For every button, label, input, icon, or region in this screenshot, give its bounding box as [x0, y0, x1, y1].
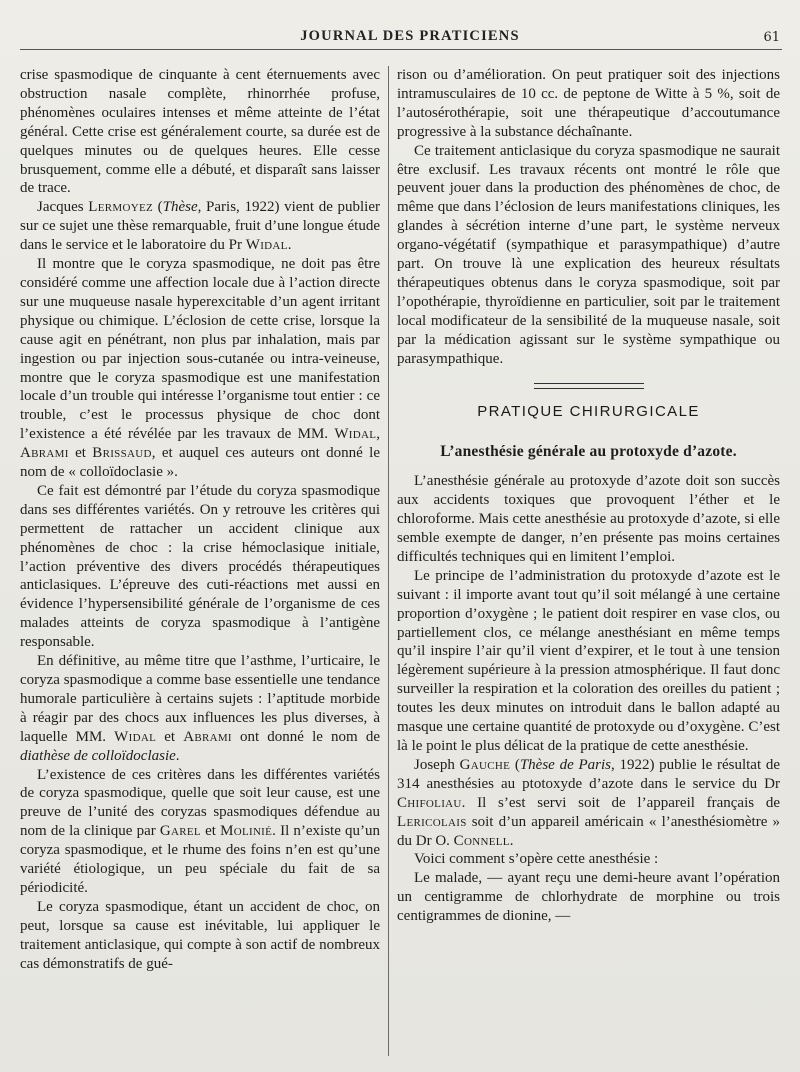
- paragraph: Joseph Gauche (Thèse de Paris, 1922) publie le résultat de 314 anesthésies au ptotoxyde d’azote dans le service du Dr Chifoliau. Il s’est servi soit de l’appareil français de Lericolais soit d’un appareil américain « l’anesthésiomètre » du Dr O. Connell.: [397, 756, 780, 849]
- author-name: Widal: [334, 426, 377, 443]
- running-header: [20, 26, 800, 48]
- paragraph: L’existence de ces critères dans les différentes variétés de coryza spasmodique, quelle que soit leur cause, est une preuve de l’unité des coryzas spasmodiques défendue au nom de la clinique par Garel et Molinié. Il n’existe qu’un coryza spasmodique, et le rhume des foins n’en est qu’une variété étiologique, un peu spéciale du fait de sa périodicité.: [20, 766, 381, 896]
- section-separator: [534, 383, 644, 389]
- paragraph: Il montre que le coryza spasmodique, ne doit pas être considéré comme une affection locale due à l’action directe sur une muqueuse nasale hyperexcitable d’un agent irritant physique ou chimique. L’éclosion de cette crise, lorsque la cause agit en pénétrant, non plus par inhalation, mais par ingestion ou par injection sous-cutanée ou intra-veineuse, montre que le coryza spasmodique est une manifestation locale d’un trouble qui intéresse l’organisme tout entier : ce trouble, c’est le processus physique de choc dont l’existence a été révélée par les travaux de MM. Widal, Abrami et Brissaud, et auquel ces auteurs ont donné le nom de « colloïdoclasie ».: [20, 256, 380, 481]
- article-title: L’anesthésie générale au protoxyde d’azote.: [440, 443, 737, 461]
- header-rule: [20, 49, 782, 50]
- left-column: [20, 66, 380, 974]
- paragraph: Voici comment s’opère cette anesthésie :: [414, 851, 659, 868]
- citation-italic: Thèse: [162, 199, 198, 216]
- right-column: [397, 66, 780, 926]
- paragraph: Jacques Lermoyez (Thèse, Paris, 1922) vient de publier sur ce sujet une thèse remarquable, fruit d’une longue étude dans le service et le laboratoire du Pr Widal.: [20, 199, 380, 254]
- author-name: Widal: [245, 237, 288, 254]
- author-name: Lermoyez: [88, 199, 154, 216]
- page-number: 61: [763, 30, 780, 45]
- author-name: Abrami: [20, 445, 69, 462]
- paragraph: Ce traitement anticlasique du coryza spasmodique ne saurait être exclusif. Les travaux récents ont montré le rôle que peuvent jouer dans la production des phénomènes de choc, de même que dans l’éclosion de leurs manifestations cliniques, les glandes à sécrétion interne d’une part, le système nerveux organo-végétatif (sympathique et parasympathique) d’autre part. On trouve là une explication des heureux résultats thérapeutiques obtenus dans le coryza spasmodique, soit par l’opothérapie, thyroïdienne en particulier, soit par le traitement local modificateur de la sensibilité de la muqueuse nasale, soit par la médication agissant sur le système sympathique ou parasympathique.: [397, 142, 780, 367]
- author-name: Lericolais: [397, 813, 467, 830]
- author-name: Molinié: [220, 823, 273, 840]
- section-title: PRATIQUE CHIRURGICALE: [477, 402, 700, 420]
- paragraph: Le coryza spasmodique, étant un accident de choc, on peut, lorsque sa cause est inévitable, lui appliquer le traitement anticlasique, qui compte à son actif de nombreux cas démonstratifs de gué-: [20, 898, 380, 972]
- paragraph: Le principe de l’administration du protoxyde d’azote est le suivant : il importe avant tout qu’il soit mélangé à une certaine proportion d’oxygène ; le patient doit respirer en vase clos, ou partiellement clos, ce mélange anesthésiant en même temps qu’il inspire l’air qu’il vient d’expirer, et le tout à une tension légèrement supérieure à la pression atmosphérique. Il faut donc surveiller la respiration et la coloration des oreilles du patient ; toutes les deux minutes on introduit dans le ballon adapté au masque une certaine quantité de protoxyde ou d’oxygène. C’est là le point le plus délicat de la pratique de cette anesthésie.: [397, 567, 780, 754]
- paragraph: rison ou d’amélioration. On peut pratiquer soit des injections intramusculaires de 10 cc. de peptone de Witte à 5 %, soit de l’autosérothérapie, soit une thérapeutique d’accoutumance progressive à la substance déchaînante.: [397, 67, 780, 140]
- author-name: Abrami: [183, 728, 232, 745]
- paragraph: Le malade, — ayant reçu une demi-heure avant l’opération un centigramme de chlorhydrate de morphine ou trois centigrammes de dionine, —: [397, 870, 780, 925]
- citation-italic: Thèse de Paris: [519, 756, 611, 773]
- author-name: Connell: [453, 832, 510, 849]
- author-name: Brissaud: [92, 445, 152, 462]
- author-name: Chifoliau: [397, 794, 462, 811]
- paragraph: En définitive, au même titre que l’asthme, l’urticaire, le coryza spasmodique a comme base essentielle une tendance humorale particulière à certains sujets : l’aptitude morbide à réagir par des chocs aux influences les plus diverses, à laquelle MM. Widal et Abrami ont donné le nom de diathèse de colloïdoclasie.: [20, 653, 380, 764]
- column-divider: [388, 66, 389, 1056]
- journal-title: JOURNAL DES PRATICIENS: [300, 28, 520, 44]
- author-name: Widal: [114, 728, 157, 745]
- paragraph: Ce fait est démontré par l’étude du coryza spasmodique dans ses différentes variétés. On y retrouve les critères qui permettent de rattacher un accident clinique aux phénomènes de choc : la crise hémoclasique initiale, l’action préventive des divers procédés thérapeutiques anticlasiques. L’épreuve des cuti-réactions met aussi en évidence l’hypersensibilité générale de l’organisme de ces malades atteints de coryza spasmodique à l’antigène responsable.: [20, 482, 380, 651]
- term-italic: diathèse de colloïdoclasie: [20, 747, 176, 764]
- author-name: Garel: [159, 823, 201, 840]
- author-name: Gauche: [459, 756, 511, 773]
- paragraph: crise spasmodique de cinquante à cent éternuements avec obstruction nasale complète, rhinorrhée profuse, phénomènes oculaires intenses et même atteinte de l’état général. Cette crise est généralement courte, sa durée est de quelques minutes ou de quelques heures. Elle cesse brusquement, comme elle a débuté, et disparaît sans laisser de trace.: [20, 67, 380, 197]
- paragraph: L’anesthésie générale au protoxyde d’azote doit son succès aux accidents toxiques que provoquent l’éther et le chloroforme. Mais cette anesthésie au protoxyde d’azote, si elle semble exempte de danger, n’en présente pas moins certaines difficultés techniques qui en limitent l’emploi.: [397, 473, 780, 565]
